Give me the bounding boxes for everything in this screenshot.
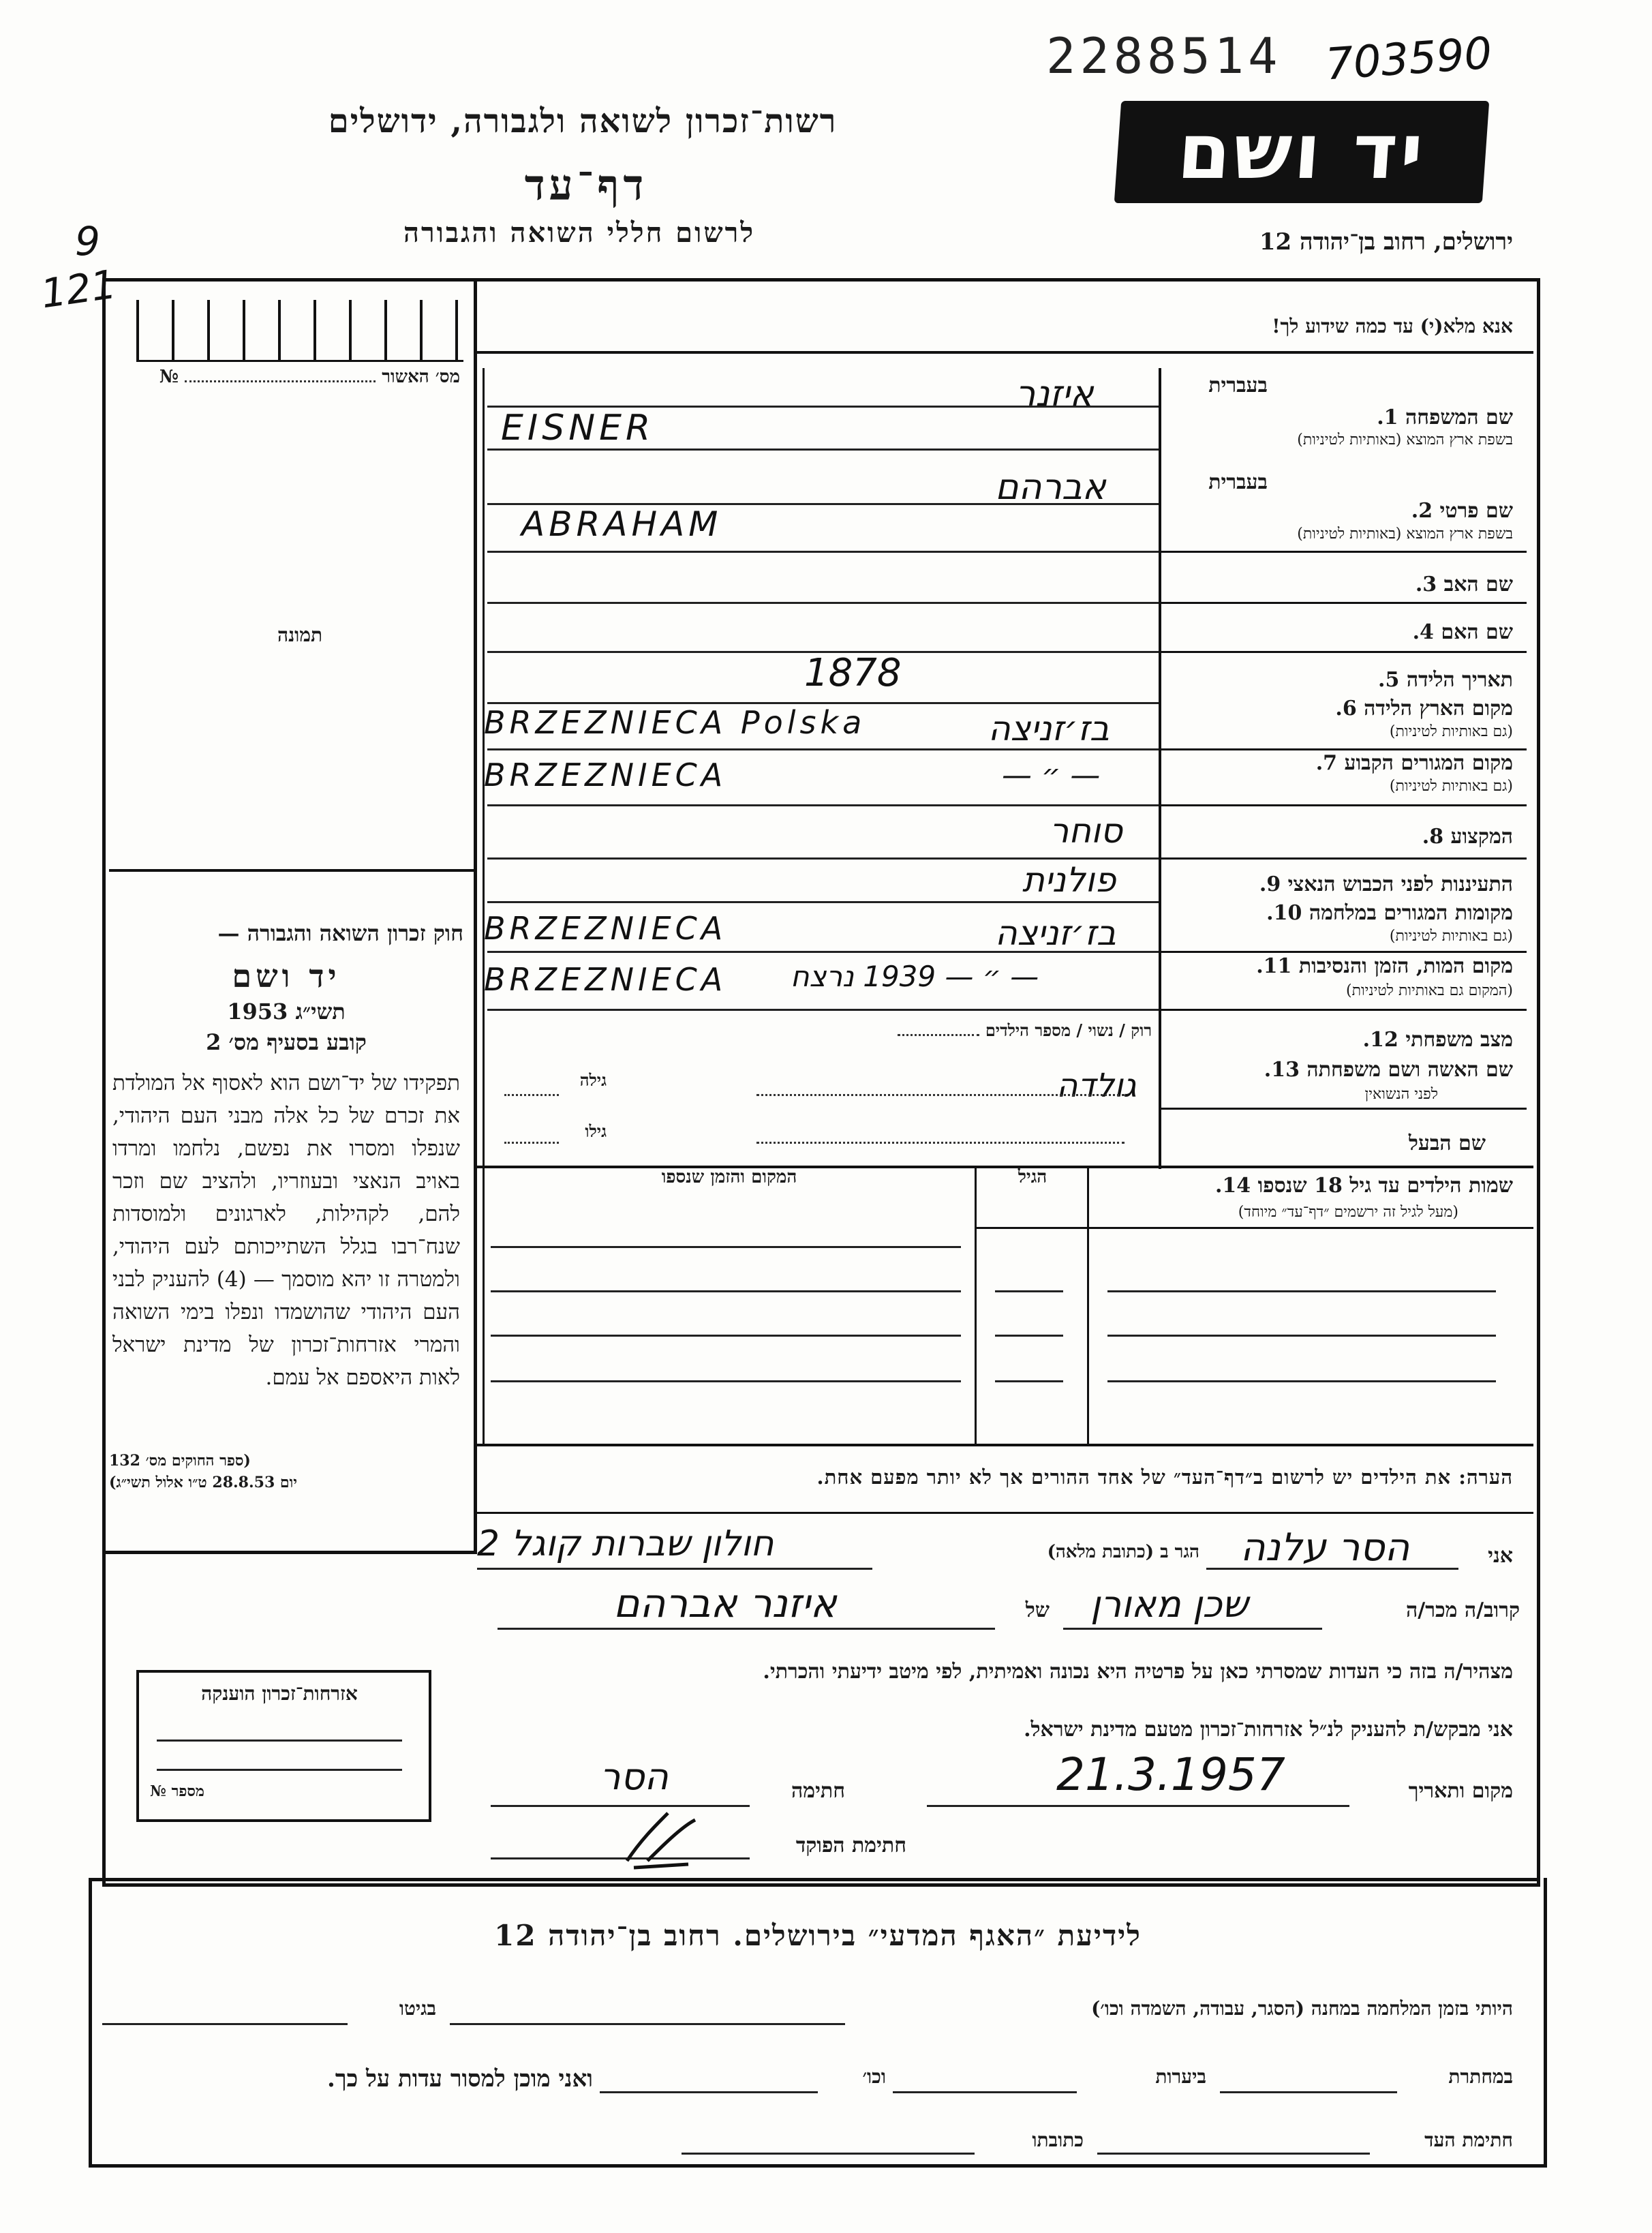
field-11-label: מקום המות, הזמן והנסיבות 11. (1256, 954, 1513, 978)
form-title: דף־עד (524, 160, 648, 210)
field-1-sub: בשפת ארץ המוצא (באותיות לטיניות) (1297, 431, 1513, 449)
law-year: תשי״ג 1953 (227, 999, 346, 1024)
field-7-value-latin: BRZEZNIECA (484, 757, 727, 793)
photo-label: תמונה (277, 624, 323, 646)
authority-name: רשות־זכרון לשואה ולגבורה, ידושלים (328, 102, 838, 140)
field-9-label: התעיננות לפני הכבוש הנאצי 9. (1259, 872, 1513, 896)
field-8-label: המקצוע 8. (1422, 825, 1513, 849)
signature-label: חתימה (791, 1779, 845, 1803)
field-10-sub: (גם באותיות לטיניות) (1389, 928, 1513, 945)
field-10-label: מקומות המגורים במלחמה 10. (1266, 901, 1513, 925)
victim-name: איזנר אברהם (613, 1580, 837, 1626)
law-reference-2: יום 28.8.53 ט״ו אלול תשי״ג) (109, 1474, 298, 1491)
field-5-value: 1878 (804, 651, 902, 695)
law-text: תפקידו של יד־ושם הוא לאסוף אל המולדת את זכרם של כל אלה מבני העם היהודי, שנפלו ומסרו את נפשם, נלחמו ומרדו באויב הנאצי ובעוזריו, ולהציב שם וזכר להם, לקהילות, לארגונים ולמוסדות שנח־רבו בגלל השתייכותם לעם היהודי, ולמטרה זו יהא מוסמך — (4) להעניק לבני העם היהודי שהושמדו ונפלו בימי השואה והמרי אזרחות־זכרון של מדינת ישראל לאות היאספם אל עמם. (112, 1071, 460, 1390)
approval-label-suffix: № (159, 367, 179, 387)
wife-age-label: גילה (579, 1070, 607, 1090)
field-10-value-latin: BRZEZNIECA (484, 910, 727, 947)
children-note: הערה: את הילדים יש לרשום ב״דף־העד״ של אחד ההורים אך לא יותר מפעם אחת. (816, 1465, 1513, 1489)
field-2-value-hebrew: אברהם (995, 467, 1106, 508)
field-2-sub: בשפת ארץ המוצא (באותיות לטיניות) (1297, 526, 1513, 543)
declaration-date: 21.3.1957 (1056, 1748, 1285, 1801)
field-7-value-hebrew: — ״ — (1002, 758, 1101, 793)
handwritten-stamp-number: 703590 (1324, 28, 1494, 91)
law-reference-1: (ספר החוקים מס׳ 132 (109, 1452, 251, 1470)
declaration-relation-label: קרוב/ה מכר/ה (1406, 1598, 1520, 1622)
form-instruction: אנא מלא(י) עד כמה שידוע לך! (1272, 315, 1513, 337)
children-age-header: הגיל (1018, 1167, 1047, 1187)
law-clause: קובע בסעיף מס׳ 2 (206, 1029, 367, 1055)
declarant-address: חולון שברות קוגל 2 (477, 1523, 774, 1564)
field-13-label: שם האשה ושם משפחתה 13. (1264, 1058, 1513, 1082)
approval-label-text: מס׳ האשור (382, 367, 460, 387)
declaration-i-label: אני (1488, 1544, 1513, 1568)
declaration-of-label: של (1025, 1598, 1050, 1622)
declarant-name: הסר עלנה (1240, 1525, 1410, 1570)
field-9-value: פולנית (1022, 860, 1116, 900)
header-address: ירושלים, רחוב בן־יהודה 12 (1259, 228, 1513, 256)
footer-line3-mid: כתובתו (1032, 2129, 1084, 2151)
field-6-value-hebrew: בז׳זניצה (988, 709, 1110, 748)
certificate-number-label: מספר № (150, 1782, 204, 1800)
field-13-value: גולדה (1056, 1067, 1137, 1105)
field-4-label: שם האם 4. (1412, 620, 1513, 644)
officer-signature-scribble (613, 1799, 709, 1874)
yad-vashem-logo (1114, 101, 1489, 203)
field-8-value: סוחר (1050, 811, 1122, 851)
field-11-value-latin: BRZEZNIECA (484, 961, 727, 998)
field-6-value-latin: BRZEZNIECA Polska (484, 704, 866, 741)
law-title: חוק זכרון השואה והגבורה — (217, 920, 463, 946)
field-1-label: שם המשפחה 1. (1377, 406, 1513, 429)
field-12-printed: רוק / נשוי / מספר הילדים (756, 1020, 1152, 1041)
form-subtitle: לרשום חללי השואה והגבורה (403, 217, 756, 249)
field-7-sub: (גם באותיות לטיניות) (1389, 778, 1513, 795)
declaration-resident-label: הגר ב (כתובת מלאה) (1047, 1542, 1199, 1562)
law-name: יד ושם (232, 958, 341, 994)
field-10-value-hebrew: בז׳זניצה (995, 913, 1116, 953)
field-13-sub: לפני הנשואין (1364, 1086, 1438, 1103)
children-label: שמות הילדים עד גיל 18 שנספו 14. (1214, 1174, 1513, 1198)
footer-line1-end: בגיטו (399, 1997, 436, 2020)
husband-label: שם הבעל (1408, 1131, 1486, 1155)
field-3-label: שם האב 3. (1415, 573, 1513, 596)
approval-number-box (136, 300, 463, 361)
stamp-number: 2288514 (1046, 27, 1282, 85)
margin-note-bottom: 121 (37, 260, 119, 318)
field-6-label: מקום הארץ הלידה 6. (1335, 697, 1513, 720)
place-date-label: מקום ותאריך (1408, 1779, 1513, 1803)
officer-signature-label: חתימת הפוקד (795, 1834, 906, 1857)
field-12-label: מצב משפחתי 12. (1362, 1028, 1513, 1052)
field-1-value-latin: EISNER (501, 408, 655, 449)
footer-line1-label: היותי בזמן המלחמה במחנה (הסגר, עבודה, השמדה וכו׳) (1091, 1997, 1513, 2020)
children-sub: (מעל לגיל זה ירשמים ״דף־עד״ מיוחד) (1238, 1204, 1458, 1221)
hebrew-label-2: בעברית (1208, 470, 1268, 494)
footer-line3-start: חתימת העד (1424, 2129, 1513, 2151)
declarant-relation: שכן מאורן (1090, 1583, 1249, 1626)
field-2-value-latin: ABRAHAM (521, 504, 722, 544)
footer-title: לידיעת ״האגף המדעי״ בירושלים. רחוב בן־יהודה 12 (494, 1919, 1142, 1952)
footer-line2-start: במחתרת (1448, 2065, 1513, 2088)
husband-age-label: גילו (585, 1121, 607, 1141)
declaration-statement: מצהיר/ה בזה כי העדות שמסרתי כאן על פרטיה היא נכונה ואמיתית, לפי מיטב ידיעתי והכרתי. (763, 1660, 1513, 1684)
field-11-sub: (המקום גם באותיות לטיניות) (1346, 982, 1513, 999)
field-1-value-hebrew: איזנר (1015, 374, 1094, 414)
declaration-request: אני מבקש/ת להעניק לנ״ל אזרחות־זכרון מטעם מדינת ישראל. (1024, 1718, 1513, 1742)
children-place-header: המקום והזמן שנספו (661, 1167, 797, 1187)
certificate-title: אזרחות־זכרון הוענקה (201, 1682, 358, 1705)
footer-line2-mid2: וכו׳ (862, 2065, 886, 2088)
field-7-label: מקום המגורים הקבוע 7. (1315, 751, 1513, 775)
field-5-label: תאריך הלידה 5. (1378, 668, 1513, 692)
margin-note-top: 9 (75, 218, 100, 264)
field-6-sub: (גם באותיות לטיניות) (1389, 723, 1513, 740)
field-11-value-hebrew: — ״ — 1939 נרצח (791, 960, 1039, 993)
field-2-label: שם פרטי 2. (1411, 499, 1513, 523)
logo-text: יד ושם (1174, 108, 1429, 196)
approval-number-label (136, 367, 460, 387)
footer-line2-end: ואני מוכן למסור עדות על כך. (327, 2065, 593, 2093)
hebrew-label-1: בעברית (1208, 374, 1268, 397)
declarant-signature: הסר (600, 1755, 669, 1798)
footer-line2-mid: ביערות (1155, 2065, 1206, 2088)
